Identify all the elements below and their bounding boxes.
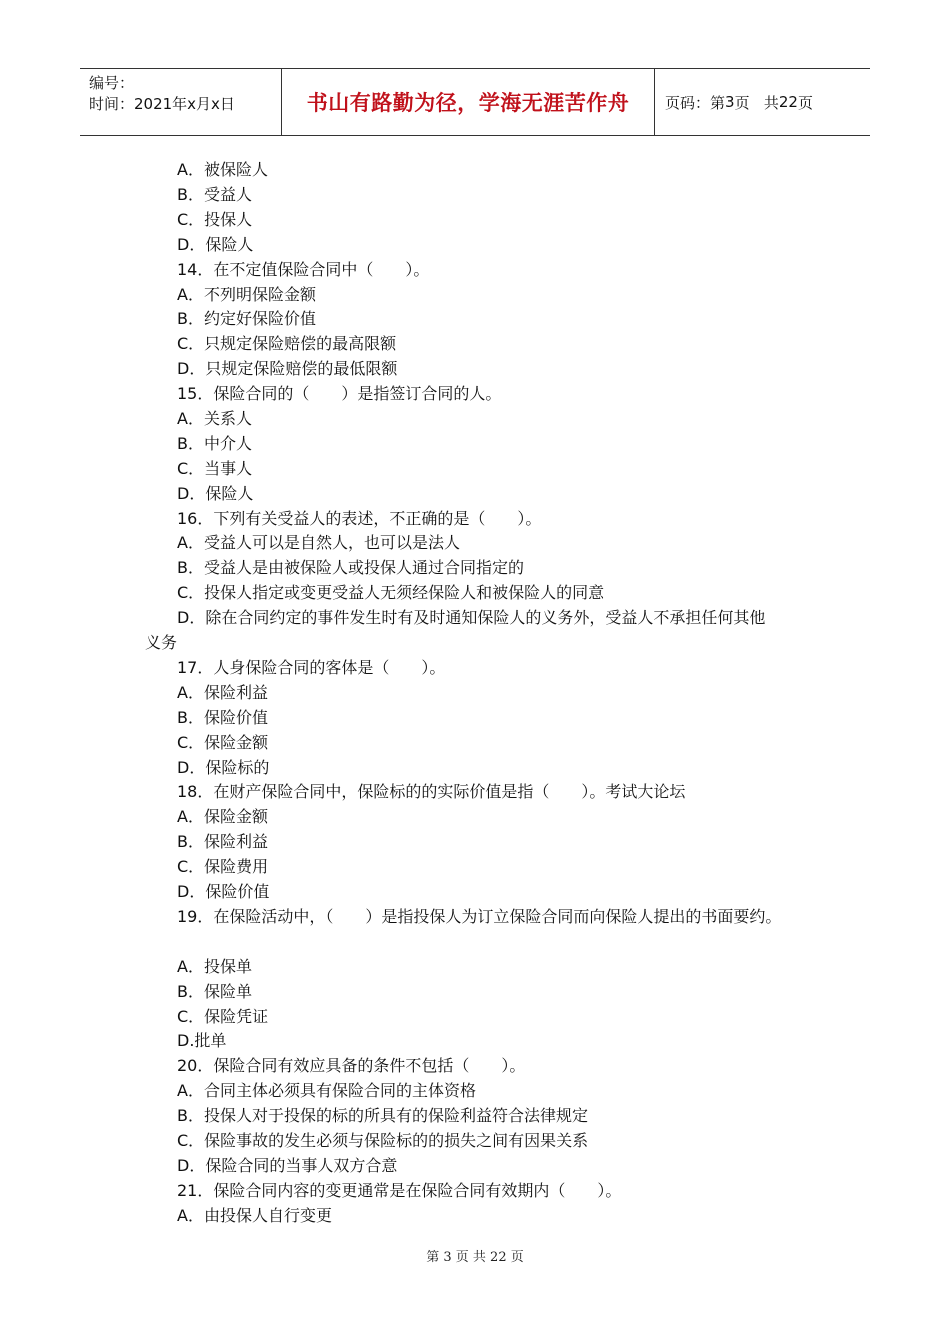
text-line: D．保险人	[177, 484, 254, 503]
text-line: 义务	[145, 633, 178, 652]
header-meta	[80, 69, 282, 135]
text-line: D．保险合同的当事人双方合意	[177, 1156, 398, 1175]
text-line: C．保险金额	[177, 733, 269, 752]
text-line: 19．在保险活动中，（ ）是指投保人为订立保险合同而向保险人提出的书面要约。	[177, 907, 782, 926]
page-mid: 页 共	[734, 93, 779, 112]
text-line: B．受益人是由被保险人或投保人通过合同指定的	[177, 558, 524, 577]
page-label: 页码：第	[665, 93, 726, 112]
header-motto: 书山有路勤为径，学海无涯苦作舟	[306, 90, 630, 115]
text-line: C．保险费用	[177, 857, 269, 876]
text-line: C．投保人	[177, 210, 253, 229]
text-line: 14．在不定值保险合同中（ ）。	[177, 260, 430, 279]
header-motto-cell	[282, 69, 655, 135]
text-line: A．投保单	[177, 957, 252, 976]
page-total: 22	[778, 93, 798, 111]
text-line: A．由投保人自行变更	[177, 1206, 332, 1225]
text-line: A．不列明保险金额	[177, 285, 316, 304]
page-header	[80, 68, 870, 136]
text-line: A．被保险人	[177, 160, 268, 179]
page-current: 3	[725, 93, 735, 111]
text-line: 15．保险合同的（ ）是指签订合同的人。	[177, 384, 502, 403]
page-end: 页	[797, 93, 813, 112]
text-line: D．保险价值	[177, 882, 270, 901]
text-line: D.批单	[177, 1031, 227, 1050]
text-line: B．投保人对于投保的标的所具有的保险利益符合法律规定	[177, 1106, 588, 1125]
text-line: A．保险利益	[177, 683, 268, 702]
footer-page-number: 第 3 页 共 22 页	[426, 1250, 524, 1265]
text-line: A．合同主体必须具有保险合同的主体资格	[177, 1081, 476, 1100]
text-line: D．除在合同约定的事件发生时有及时通知保险人的义务外，受益人不承担任何其他	[177, 608, 766, 627]
text-line: C．只规定保险赔偿的最高限额	[177, 334, 397, 353]
text-line: C．保险凭证	[177, 1007, 269, 1026]
text-line: 18．在财产保险合同中，保险标的的实际价值是指（ ）。考试大论坛	[177, 782, 686, 801]
text-line: D．只规定保险赔偿的最低限额	[177, 359, 398, 378]
text-line: B．保险单	[177, 982, 252, 1001]
header-page-info	[655, 69, 870, 135]
text-line: B．受益人	[177, 185, 252, 204]
text-line: 20．保险合同有效应具备的条件不包括（ ）。	[177, 1056, 526, 1075]
text-line: B．保险利益	[177, 832, 268, 851]
text-line: A．保险金额	[177, 807, 268, 826]
text-line: A．受益人可以是自然人，也可以是法人	[177, 533, 460, 552]
text-line: D．保险人	[177, 235, 254, 254]
text-line: B．保险价值	[177, 708, 268, 727]
text-line: 16．下列有关受益人的表述，不正确的是（ ）。	[177, 509, 542, 528]
text-line: 17．人身保险合同的客体是（ ）。	[177, 658, 446, 677]
text-line: A．关系人	[177, 409, 252, 428]
text-line: 21．保险合同内容的变更通常是在保险合同有效期内（ ）。	[177, 1181, 622, 1200]
text-line: C．当事人	[177, 459, 253, 478]
text-line: B．约定好保险价值	[177, 309, 316, 328]
text-line: C．投保人指定或变更受益人无须经保险人和被保险人的同意	[177, 583, 605, 602]
page-footer	[0, 1246, 950, 1265]
text-line: B．中介人	[177, 434, 252, 453]
time-label: 时间：2021年x月x日	[89, 95, 235, 113]
text-line: C．保险事故的发生必须与保险标的的损失之间有因果关系	[177, 1131, 589, 1150]
serial-label: 编号：	[89, 74, 135, 92]
text-line: D．保险标的	[177, 758, 270, 777]
